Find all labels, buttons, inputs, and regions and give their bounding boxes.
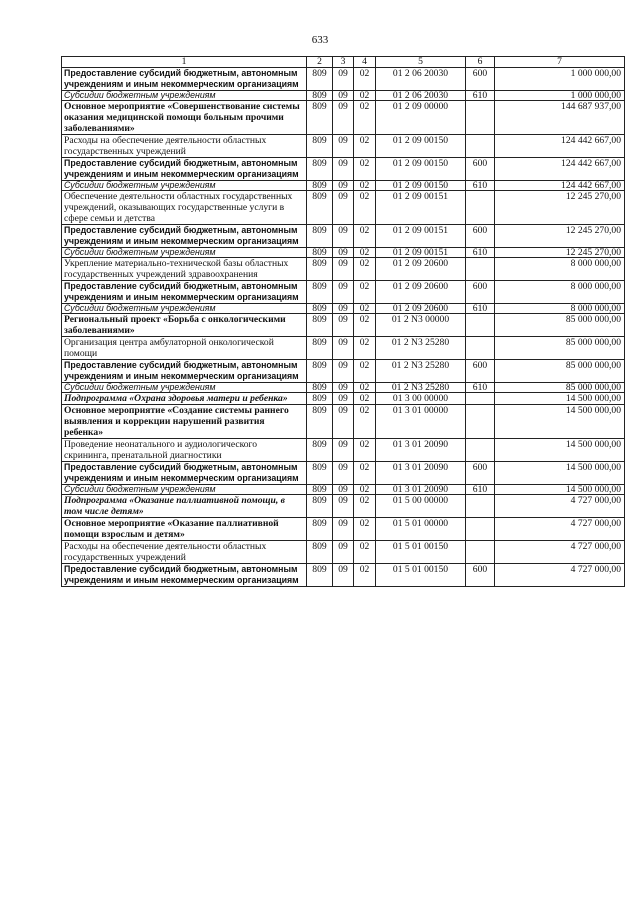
table-row [62, 91, 625, 101]
row-expense-type: 610 [466, 91, 495, 101]
row-amount: 144 687 937,00 [495, 101, 625, 135]
row-ministry: 809 [307, 304, 333, 314]
row-expense-type: 610 [466, 304, 495, 314]
row-ministry: 809 [307, 101, 333, 135]
row-amount: 124 442 667,00 [495, 135, 625, 158]
row-section: 09 [333, 462, 354, 485]
row-section: 09 [333, 405, 354, 439]
row-subsection: 02 [354, 191, 376, 225]
row-target-article: 01 3 01 20090 [376, 485, 466, 495]
column-header: 7 [495, 57, 625, 68]
row-subsection: 02 [354, 360, 376, 383]
row-subsection: 02 [354, 181, 376, 191]
row-target-article: 01 2 09 00150 [376, 135, 466, 158]
row-target-article: 01 2 09 20600 [376, 281, 466, 304]
row-section: 09 [333, 518, 354, 541]
row-section: 09 [333, 337, 354, 360]
row-target-article: 01 5 01 00150 [376, 564, 466, 587]
row-section: 09 [333, 564, 354, 587]
row-target-article: 01 2 09 00150 [376, 158, 466, 181]
row-expense-type: 600 [466, 158, 495, 181]
row-name: Субсидии бюджетным учреждениям [62, 485, 307, 495]
row-target-article: 01 2 06 20030 [376, 91, 466, 101]
row-expense-type [466, 258, 495, 281]
row-section: 09 [333, 91, 354, 101]
row-subsection: 02 [354, 68, 376, 91]
row-name: Проведение неонатального и аудиологического скрининга, пренатальной диагностики [62, 439, 307, 462]
row-name: Субсидии бюджетным учреждениям [62, 91, 307, 101]
table-row [62, 314, 625, 337]
column-header: 6 [466, 57, 495, 68]
row-section: 09 [333, 68, 354, 91]
row-amount: 4 727 000,00 [495, 541, 625, 564]
row-expense-type: 610 [466, 485, 495, 495]
table-row [62, 518, 625, 541]
row-section: 09 [333, 225, 354, 248]
row-target-article: 01 3 00 00000 [376, 393, 466, 405]
row-expense-type: 600 [466, 360, 495, 383]
row-section: 09 [333, 181, 354, 191]
row-ministry: 809 [307, 281, 333, 304]
row-subsection: 02 [354, 393, 376, 405]
row-ministry: 809 [307, 91, 333, 101]
row-target-article: 01 2 09 00151 [376, 191, 466, 225]
row-amount: 14 500 000,00 [495, 462, 625, 485]
table-row [62, 158, 625, 181]
table-row [62, 225, 625, 248]
row-name: Субсидии бюджетным учреждениям [62, 304, 307, 314]
row-amount: 124 442 667,00 [495, 181, 625, 191]
row-name: Предоставление субсидий бюджетным, автономным учреждениям и иным некоммерческим организациям [62, 225, 307, 248]
row-expense-type [466, 405, 495, 439]
row-subsection: 02 [354, 281, 376, 304]
row-name: Предоставление субсидий бюджетным, автономным учреждениям и иным некоммерческим организациям [62, 564, 307, 587]
row-ministry: 809 [307, 135, 333, 158]
budget-table [61, 56, 625, 587]
row-target-article: 01 2 09 00151 [376, 225, 466, 248]
row-subsection: 02 [354, 158, 376, 181]
row-name: Предоставление субсидий бюджетным, автономным учреждениям и иным некоммерческим организациям [62, 462, 307, 485]
row-section: 09 [333, 314, 354, 337]
row-ministry: 809 [307, 68, 333, 91]
row-section: 09 [333, 158, 354, 181]
row-amount: 8 000 000,00 [495, 304, 625, 314]
row-ministry: 809 [307, 258, 333, 281]
row-subsection: 02 [354, 405, 376, 439]
table-row [62, 383, 625, 393]
row-name: Организация центра амбулаторной онкологической помощи [62, 337, 307, 360]
row-target-article: 01 5 01 00000 [376, 518, 466, 541]
row-target-article: 01 2 09 20600 [376, 304, 466, 314]
table-row [62, 181, 625, 191]
row-expense-type: 600 [466, 564, 495, 587]
row-amount: 14 500 000,00 [495, 485, 625, 495]
row-ministry: 809 [307, 405, 333, 439]
table-row [62, 281, 625, 304]
row-ministry: 809 [307, 337, 333, 360]
row-subsection: 02 [354, 541, 376, 564]
row-section: 09 [333, 393, 354, 405]
column-header: 1 [62, 57, 307, 68]
row-name: Расходы на обеспечение деятельности областных государственных учреждений [62, 541, 307, 564]
row-section: 09 [333, 135, 354, 158]
row-section: 09 [333, 191, 354, 225]
row-expense-type [466, 495, 495, 518]
row-expense-type: 610 [466, 248, 495, 258]
row-target-article: 01 2 09 00150 [376, 181, 466, 191]
table-row [62, 135, 625, 158]
row-name: Основное мероприятие «Оказание паллиативной помощи взрослым и детям» [62, 518, 307, 541]
row-name: Предоставление субсидий бюджетным, автономным учреждениям и иным некоммерческим организациям [62, 281, 307, 304]
row-name: Предоставление субсидий бюджетным, автономным учреждениям и иным некоммерческим организациям [62, 158, 307, 181]
row-name: Основное мероприятие «Создание системы раннего выявления и коррекции нарушений развития ребенка» [62, 405, 307, 439]
table-row [62, 439, 625, 462]
row-subsection: 02 [354, 462, 376, 485]
row-ministry: 809 [307, 439, 333, 462]
row-subsection: 02 [354, 258, 376, 281]
row-section: 09 [333, 258, 354, 281]
row-expense-type: 600 [466, 462, 495, 485]
table-row [62, 541, 625, 564]
row-ministry: 809 [307, 383, 333, 393]
row-name: Субсидии бюджетным учреждениям [62, 248, 307, 258]
table-row [62, 68, 625, 91]
row-subsection: 02 [354, 101, 376, 135]
row-ministry: 809 [307, 191, 333, 225]
row-amount: 14 500 000,00 [495, 393, 625, 405]
row-target-article: 01 2 09 20600 [376, 258, 466, 281]
row-amount: 1 000 000,00 [495, 91, 625, 101]
header-row [62, 57, 625, 68]
row-name: Региональный проект «Борьба с онкологическими заболеваниями» [62, 314, 307, 337]
row-amount: 14 500 000,00 [495, 439, 625, 462]
row-subsection: 02 [354, 439, 376, 462]
page-number: 633 [311, 34, 329, 46]
row-subsection: 02 [354, 314, 376, 337]
row-section: 09 [333, 485, 354, 495]
table-row [62, 485, 625, 495]
table-body [62, 68, 625, 587]
row-expense-type [466, 101, 495, 135]
row-subsection: 02 [354, 304, 376, 314]
row-expense-type [466, 314, 495, 337]
row-section: 09 [333, 304, 354, 314]
row-name: Субсидии бюджетным учреждениям [62, 181, 307, 191]
row-amount: 8 000 000,00 [495, 281, 625, 304]
row-subsection: 02 [354, 495, 376, 518]
row-section: 09 [333, 541, 354, 564]
table-row [62, 101, 625, 135]
row-subsection: 02 [354, 518, 376, 541]
row-expense-type [466, 135, 495, 158]
row-name: Основное мероприятие «Совершенствование системы оказания медицинской помощи больным прочими заболеваниями» [62, 101, 307, 135]
row-name: Обеспечение деятельности областных государственных учреждений, оказывающих государственные услуги в сфере семьи и детства [62, 191, 307, 225]
table-row [62, 191, 625, 225]
row-section: 09 [333, 248, 354, 258]
row-section: 09 [333, 383, 354, 393]
row-expense-type: 610 [466, 383, 495, 393]
row-ministry: 809 [307, 248, 333, 258]
row-name: Подпрограмма «Охрана здоровья матери и ребенка» [62, 393, 307, 405]
column-header: 2 [307, 57, 333, 68]
row-expense-type: 610 [466, 181, 495, 191]
row-amount: 4 727 000,00 [495, 564, 625, 587]
row-target-article: 01 3 01 20090 [376, 439, 466, 462]
table-row [62, 405, 625, 439]
row-amount: 85 000 000,00 [495, 360, 625, 383]
row-subsection: 02 [354, 248, 376, 258]
row-amount: 4 727 000,00 [495, 518, 625, 541]
row-section: 09 [333, 360, 354, 383]
row-target-article: 01 3 01 00000 [376, 405, 466, 439]
row-ministry: 809 [307, 518, 333, 541]
row-amount: 12 245 270,00 [495, 248, 625, 258]
row-expense-type: 600 [466, 68, 495, 91]
table-row [62, 360, 625, 383]
row-ministry: 809 [307, 462, 333, 485]
row-ministry: 809 [307, 564, 333, 587]
row-ministry: 809 [307, 314, 333, 337]
row-name: Субсидии бюджетным учреждениям [62, 383, 307, 393]
row-amount: 12 245 270,00 [495, 191, 625, 225]
table-row [62, 393, 625, 405]
row-target-article: 01 2 09 00151 [376, 248, 466, 258]
row-section: 09 [333, 281, 354, 304]
row-subsection: 02 [354, 485, 376, 495]
column-header: 5 [376, 57, 466, 68]
row-target-article: 01 2 N3 25280 [376, 383, 466, 393]
row-target-article: 01 2 N3 25280 [376, 360, 466, 383]
row-name: Предоставление субсидий бюджетным, автономным учреждениям и иным некоммерческим организациям [62, 68, 307, 91]
table-row [62, 495, 625, 518]
row-target-article: 01 5 01 00150 [376, 541, 466, 564]
row-target-article: 01 2 N3 25280 [376, 337, 466, 360]
row-amount: 4 727 000,00 [495, 495, 625, 518]
row-target-article: 01 2 06 20030 [376, 68, 466, 91]
row-section: 09 [333, 439, 354, 462]
table-row [62, 304, 625, 314]
row-subsection: 02 [354, 383, 376, 393]
column-header: 4 [354, 57, 376, 68]
row-name: Укрепление материально-технической базы областных государственных учреждений здравоохранения [62, 258, 307, 281]
table-row [62, 564, 625, 587]
row-ministry: 809 [307, 225, 333, 248]
row-ministry: 809 [307, 393, 333, 405]
row-amount: 124 442 667,00 [495, 158, 625, 181]
row-amount: 1 000 000,00 [495, 68, 625, 91]
row-amount: 85 000 000,00 [495, 383, 625, 393]
row-expense-type [466, 191, 495, 225]
row-name: Расходы на обеспечение деятельности областных государственных учреждений [62, 135, 307, 158]
table-row [62, 258, 625, 281]
row-ministry: 809 [307, 181, 333, 191]
row-target-article: 01 5 00 00000 [376, 495, 466, 518]
row-amount: 12 245 270,00 [495, 225, 625, 248]
row-section: 09 [333, 101, 354, 135]
table-row [62, 337, 625, 360]
row-amount: 85 000 000,00 [495, 314, 625, 337]
row-subsection: 02 [354, 91, 376, 101]
table-row [62, 462, 625, 485]
row-subsection: 02 [354, 225, 376, 248]
row-amount: 14 500 000,00 [495, 405, 625, 439]
row-expense-type [466, 439, 495, 462]
row-target-article: 01 2 N3 00000 [376, 314, 466, 337]
row-subsection: 02 [354, 564, 376, 587]
row-ministry: 809 [307, 495, 333, 518]
row-expense-type [466, 337, 495, 360]
row-expense-type: 600 [466, 281, 495, 304]
row-expense-type: 600 [466, 225, 495, 248]
row-expense-type [466, 393, 495, 405]
row-target-article: 01 3 01 20090 [376, 462, 466, 485]
row-subsection: 02 [354, 337, 376, 360]
row-name: Подпрограмма «Оказание паллиативной помощи, в том числе детям» [62, 495, 307, 518]
row-ministry: 809 [307, 485, 333, 495]
row-section: 09 [333, 495, 354, 518]
row-ministry: 809 [307, 541, 333, 564]
row-expense-type [466, 518, 495, 541]
table-row [62, 248, 625, 258]
row-ministry: 809 [307, 158, 333, 181]
column-header: 3 [333, 57, 354, 68]
row-target-article: 01 2 09 00000 [376, 101, 466, 135]
row-amount: 85 000 000,00 [495, 337, 625, 360]
row-expense-type [466, 541, 495, 564]
row-subsection: 02 [354, 135, 376, 158]
row-amount: 8 000 000,00 [495, 258, 625, 281]
row-name: Предоставление субсидий бюджетным, автономным учреждениям и иным некоммерческим организациям [62, 360, 307, 383]
row-ministry: 809 [307, 360, 333, 383]
